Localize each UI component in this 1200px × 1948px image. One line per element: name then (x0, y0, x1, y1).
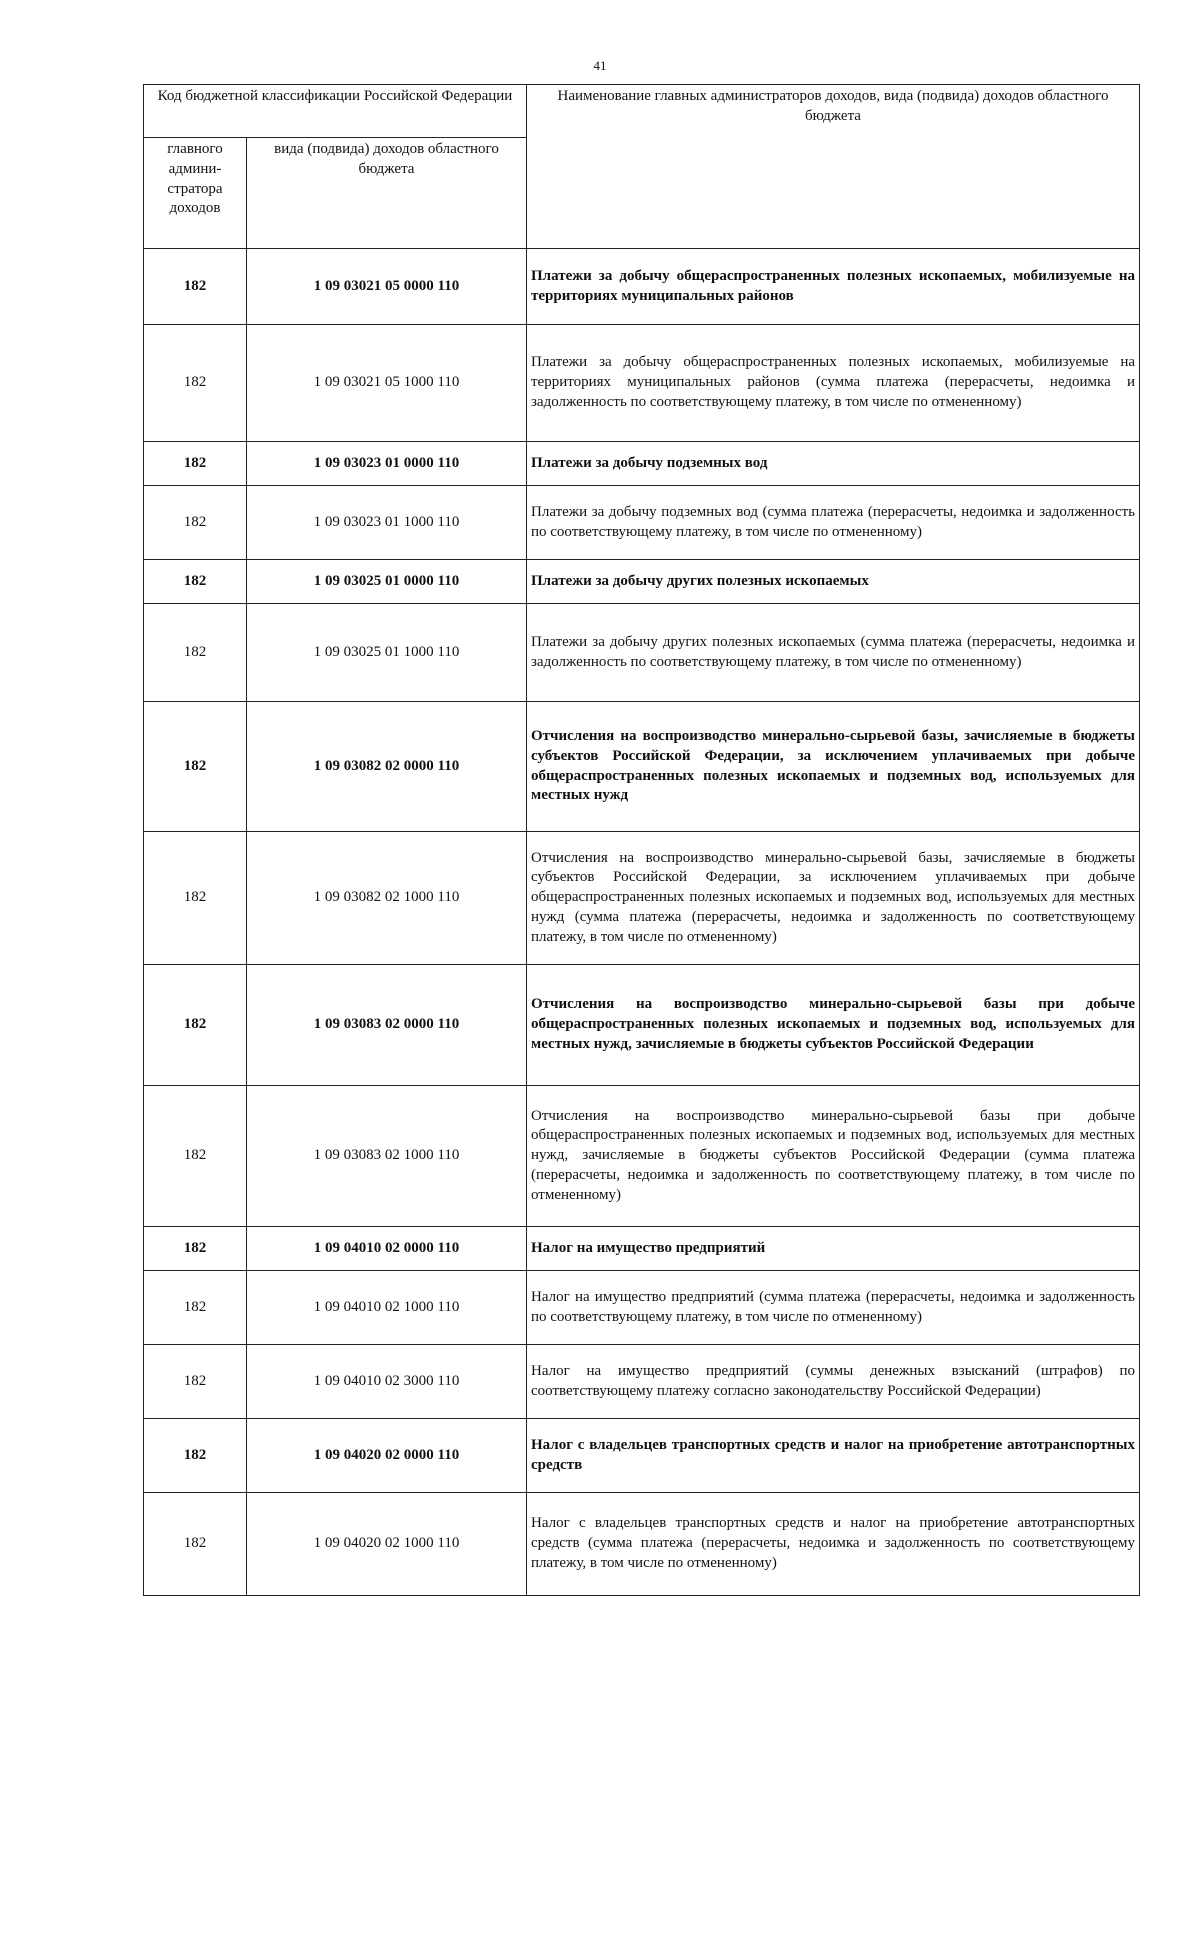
income-code-cell: 1 09 04020 02 0000 110 (247, 1419, 527, 1493)
table-row (144, 486, 1140, 560)
table-row (144, 442, 1140, 486)
income-code-cell: 1 09 03025 01 0000 110 (247, 560, 527, 604)
income-code-cell: 1 09 03023 01 1000 110 (247, 486, 527, 560)
admin-code-cell: 182 (144, 486, 247, 560)
table-row (144, 1493, 1140, 1596)
admin-code-cell: 182 (144, 325, 247, 442)
income-name-cell: Налог на имущество предприятий (сумма платежа (перерасчеты, недоимка и задолженность по соответствующему платежу, в том числе по отмененному) (527, 1271, 1140, 1345)
income-name-cell: Отчисления на воспроизводство минерально-сырьевой базы, зачисляемые в бюджеты субъектов Российской Федерации, за исключением уплачиваемых при добыче общераспространенных полезных ископаемых и подземных вод, используемых для местных нужд (527, 702, 1140, 832)
admin-code-cell: 182 (144, 1227, 247, 1271)
income-code-cell: 1 09 03083 02 0000 110 (247, 965, 527, 1086)
admin-code-cell: 182 (144, 965, 247, 1086)
income-code-cell: 1 09 03082 02 1000 110 (247, 832, 527, 965)
admin-code-cell: 182 (144, 1271, 247, 1345)
page-number: 41 (593, 58, 607, 73)
income-name-cell: Налог на имущество предприятий (суммы денежных взысканий (штрафов) по соответствующему платежу согласно законодательству Российской Федерации) (527, 1345, 1140, 1419)
income-name-cell: Платежи за добычу общераспространенных полезных ископаемых, мобилизуемые на территориях муниципальных районов (сумма платежа (перерасчеты, недоимка и задолженность по соответствующему платежу, в том числе по отмененному) (527, 325, 1140, 442)
table-row (144, 325, 1140, 442)
admin-code-cell: 182 (144, 604, 247, 702)
income-code-cell: 1 09 04010 02 1000 110 (247, 1271, 527, 1345)
income-name-cell: Отчисления на воспроизводство минерально-сырьевой базы при добыче общераспространенных полезных ископаемых и подземных вод, используемых для местных нужд, зачисляемые в бюджеты субъектов Российской Федерации (527, 965, 1140, 1086)
admin-code-cell: 182 (144, 832, 247, 965)
income-name-cell: Налог с владельцев транспортных средств и налог на приобретение автотранспортных средств (сумма платежа (перерасчеты, недоимка и задолженность по соответствующему платежу, в том числе по отмененному) (527, 1493, 1140, 1596)
table-row (144, 604, 1140, 702)
table-row (144, 249, 1140, 325)
admin-code-cell: 182 (144, 1493, 247, 1596)
income-name-cell: Отчисления на воспроизводство минерально-сырьевой базы, зачисляемые в бюджеты субъектов Российской Федерации, за исключением уплачиваемых при добыче общераспространенных полезных ископаемых и подземных вод, используемых для местных нужд (сумма платежа (перерасчеты, недоимка и задолженность по соответствующему платежу, в том числе по отмененному) (527, 832, 1140, 965)
admin-code-cell: 182 (144, 1086, 247, 1227)
income-name-cell: Платежи за добычу подземных вод (527, 442, 1140, 486)
header-income-type: вида (подвида) доходов областного бюджета (247, 138, 527, 249)
admin-code-cell: 182 (144, 1345, 247, 1419)
income-code-cell: 1 09 03021 05 0000 110 (247, 249, 527, 325)
income-name-cell: Налог на имущество предприятий (527, 1227, 1140, 1271)
income-code-cell: 1 09 03023 01 0000 110 (247, 442, 527, 486)
header-admin: главного админи-стратора доходов (144, 138, 247, 249)
table-row (144, 1345, 1140, 1419)
table-row (144, 1227, 1140, 1271)
admin-code-cell: 182 (144, 560, 247, 604)
admin-code-cell: 182 (144, 249, 247, 325)
income-code-cell: 1 09 03082 02 0000 110 (247, 702, 527, 832)
budget-classification-table (143, 84, 1140, 1596)
income-code-cell: 1 09 04010 02 0000 110 (247, 1227, 527, 1271)
income-code-cell: 1 09 04020 02 1000 110 (247, 1493, 527, 1596)
table-row (144, 832, 1140, 965)
income-code-cell: 1 09 03025 01 1000 110 (247, 604, 527, 702)
income-name-cell: Налог с владельцев транспортных средств и налог на приобретение автотранспортных средств (527, 1419, 1140, 1493)
table-row (144, 560, 1140, 604)
income-code-cell: 1 09 04010 02 3000 110 (247, 1345, 527, 1419)
admin-code-cell: 182 (144, 442, 247, 486)
header-code-group: Код бюджетной классификации Российской Федерации (144, 85, 527, 138)
income-name-cell: Платежи за добычу общераспространенных полезных ископаемых, мобилизуемые на территориях муниципальных районов (527, 249, 1140, 325)
admin-code-cell: 182 (144, 1419, 247, 1493)
income-name-cell: Отчисления на воспроизводство минерально-сырьевой базы при добыче общераспространенных полезных ископаемых и подземных вод, используемых для местных нужд, зачисляемые в бюджеты субъектов Российской Федерации (сумма платежа (перерасчеты, недоимка и задолженность по соответствующему платежу, в том числе по отмененному) (527, 1086, 1140, 1227)
table-row (144, 965, 1140, 1086)
table-row (144, 702, 1140, 832)
table-row (144, 1419, 1140, 1493)
table-row (144, 1271, 1140, 1345)
income-code-cell: 1 09 03083 02 1000 110 (247, 1086, 527, 1227)
income-code-cell: 1 09 03021 05 1000 110 (247, 325, 527, 442)
income-name-cell: Платежи за добычу других полезных ископаемых (527, 560, 1140, 604)
income-name-cell: Платежи за добычу подземных вод (сумма платежа (перерасчеты, недоимка и задолженность по соответствующему платежу, в том числе по отмененному) (527, 486, 1140, 560)
header-name: Наименование главных администраторов доходов, вида (подвида) доходов областного бюджета (527, 85, 1140, 249)
table-row (144, 1086, 1140, 1227)
admin-code-cell: 182 (144, 702, 247, 832)
income-name-cell: Платежи за добычу других полезных ископаемых (сумма платежа (перерасчеты, недоимка и задолженность по соответствующему платежу, в том числе по отмененному) (527, 604, 1140, 702)
